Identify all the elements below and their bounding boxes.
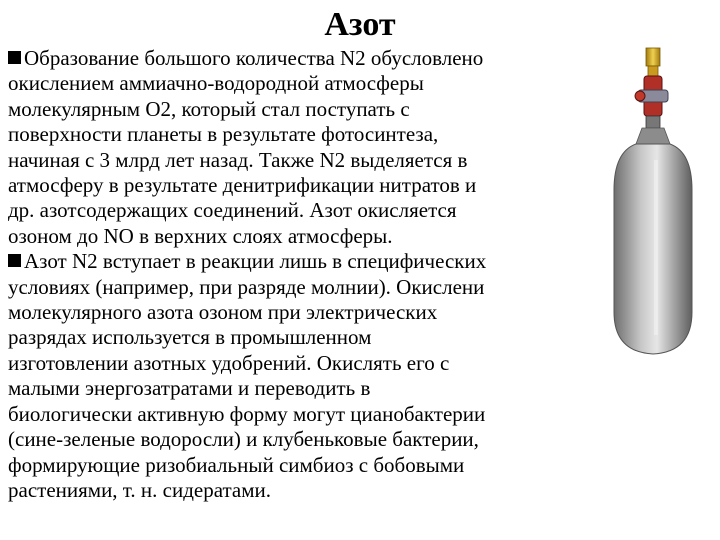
gas-cylinder-icon [600, 40, 710, 360]
paragraph-2-line: условиях (например, при разряде молнии). Окислени [8, 274, 485, 299]
paragraph-1-line: озоном до NO в верхних слоях атмосферы. [8, 223, 393, 248]
paragraph-2-line: малыми энергозатратами и переводить в [8, 376, 371, 401]
line-text: Азот N2 вступает в реакции лишь в специфических [24, 249, 487, 274]
bullet-icon [8, 51, 21, 64]
paragraph-2-line [8, 249, 600, 274]
paragraph-2-line: (сине-зеленые водоросли) и клубеньковые бактерии, [8, 427, 479, 452]
bullet-icon [8, 254, 21, 267]
paragraph-1-line: др. азотсодержащих соединений. Азот окисляется [8, 198, 457, 223]
gas-cylinder-image [600, 40, 710, 360]
paragraph-1-line [8, 46, 600, 71]
paragraph-2-line: биологически активную форму могут цианобактерии [8, 401, 486, 426]
paragraph-1-line: атмосферу в результате денитрификации нитратов и [8, 173, 477, 198]
paragraph-1-line: молекулярным О2, который стал поступать с [8, 96, 410, 121]
paragraph-2-line: растениями, т. н. сидератами. [8, 477, 272, 502]
paragraph-1-line: поверхности планеты в результате фотосинтеза, [8, 122, 439, 147]
body-text [8, 46, 600, 516]
paragraph-2-line: формирующие ризобиальный симбиоз с бобовыми [8, 452, 465, 477]
paragraph-1-line: начиная с 3 млрд лет назад. Также N2 выделяется в [8, 147, 468, 172]
paragraph-2-line: разрядах используется в промышленном [8, 325, 372, 350]
line-text: Образование большого количества N2 обусловлено [24, 46, 484, 70]
paragraph-2-line: молекулярного азота озоном при электрических [8, 300, 438, 325]
slide-title: Азот [324, 6, 396, 43]
paragraph-2-line: изготовлении азотных удобрений. Окислять его с [8, 350, 450, 375]
paragraph-1-line: окислением аммиачно-водородной атмосферы [8, 71, 424, 96]
